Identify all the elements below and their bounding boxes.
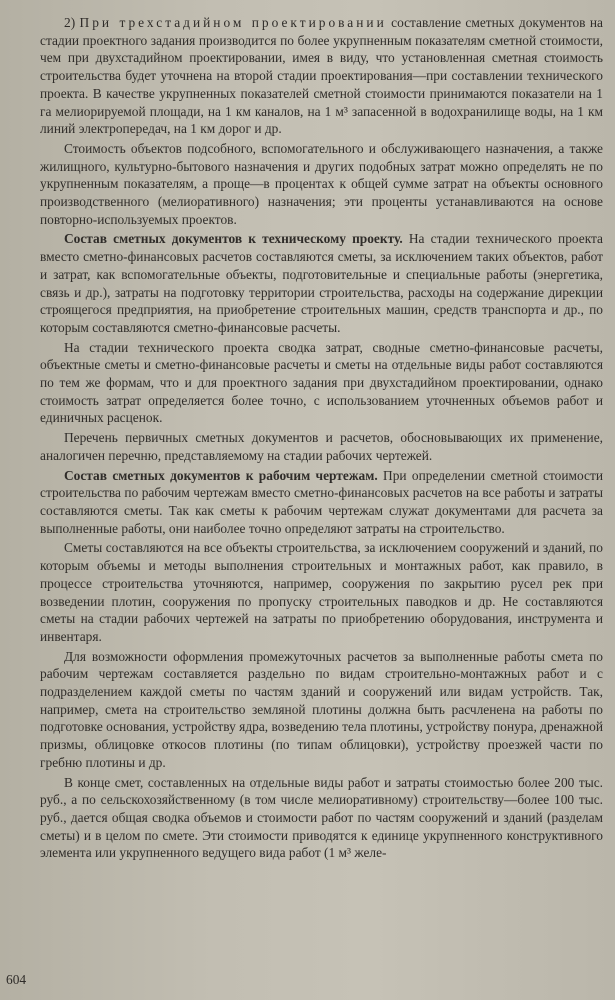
paragraph-3-text: На стадии технического проекта вместо сметно-финансовых расчетов составляются сметы, за исключением таких объектов, работ и затрат, как вспомогательные объекты, подготовительные и специальные работы (энергетика, связь и др.), затраты на подготовку территории строительства, расходы на содержание дирекции строящегося предприятия, на приобретение строительных машин, средств транспорта и др., по которым составляются сметно-финансовые расчеты.: [40, 231, 603, 335]
section-heading-working-drawings: Состав сметных документов к рабочим чертежам.: [64, 467, 378, 483]
paragraph-5: Перечень первичных сметных документов и расчетов, обосновывающих их применение, аналогичен перечню, представляемому на стадии рабочих чертежей.: [40, 430, 603, 463]
paragraph-4: На стадии технического проекта сводка затрат, сводные сметно-финансовые расчеты, объектные сметы и сметно-финансовые расчеты и сметы на отдельные виды работ составляются по тем же формам, что и для проектного задания при двухстадийном проектировании, однако стоимость затрат определяется более точно, с использованием уточненных объемов работ и единичных расценок.: [40, 339, 603, 426]
paragraph-1-spaced-lead: При трехстадийном проектировании: [79, 15, 387, 30]
paragraph-9: В конце смет, составленных на отдельные виды работ и затраты стоимостью более 200 тыс. руб., а по сельскохозяйственному (в том числе мелиоративному) строительству—более 100 тыс. руб., дается общая сводка объемов и стоимости работ по частям сооружений и зданий (разделам сметы) и в целом по смете. Эти стоимости приводятся к единице укрупненного конструктивного элемента или укрупненного ведущего вида работ (1 м³ желе-: [40, 774, 603, 861]
paragraph-1: [40, 14, 603, 138]
paragraph-8: Для возможности оформления промежуточных расчетов за выполненные работы смета по рабочим чертежам составляется раздельно по видам строительно-монтажных работ и с подразделением каждой сметы по частям зданий и сооружений или видам устройств. Так, например, смета на строительство земляной плотины должна быть расчленена на работы по подготовке основания, устройству ядра, возведению тела плотины, устройству понура, дренажной призмы, облицовке откосов плотины (по типам облицовки), устройству проезжей части по гребню плотины и др.: [40, 648, 603, 770]
paragraph-3: [40, 230, 603, 336]
paragraph-6-text: При определении сметной стоимости строительства по рабочим чертежам вместо сметно-финансовых расчетов на все работы и затраты составляются сметы. Так как сметы к рабочим чертежам служат документами для расчета за выполненные работы, они наиболее точно определяют затраты на строительство.: [40, 467, 603, 536]
paragraph-2: Стоимость объектов подсобного, вспомогательного и обслуживающего назначения, а также жилищного, культурно-бытового назначения и других подобных затрат можно определять не по укрупненным показателям, а проще—в процентах к общей сумме затрат на объекты основного производственного (мелиоративного) назначения; эти проценты устанавливаются на основе повторно-используемых проектов.: [40, 140, 603, 227]
section-heading-technical-project: Состав сметных документов к техническому проекту.: [64, 231, 403, 247]
paragraph-1-lead: 2): [64, 15, 80, 30]
paragraph-7: Сметы составляются на все объекты строительства, за исключением сооружений и зданий, по которым объемы и методы выполнения строительных и монтажных работ, как правило, в процессе строительства уточняются, например, сооружения по закрытию русел рек при возведении плотин, сооружения по пропуску строительных паводков и др. Не составляются сметы на стадии рабочих чертежей на затраты по приобретению оборудования, инструмента и инвентаря.: [40, 540, 603, 644]
page-number: 604: [6, 972, 27, 987]
paragraph-1-text: составление сметных документов на стадии проектного задания производится по более укрупненным показателям сметной стоимости, чем при двухстадийном проектировании, имея в виду, что установленная сметная стоимость строительства будет уточнена на второй стадии проектирования—при составлении технического проекта. В качестве укрупненных показателей сметной стоимости принимаются показатели на 1 га мелиорируемой площади, на 1 км каналов, на 1 м³ запасенной в водохранилище воды, на 1 км линий электропередач, на 1 км дорог и др.: [40, 15, 603, 137]
paragraph-6: [40, 467, 603, 538]
